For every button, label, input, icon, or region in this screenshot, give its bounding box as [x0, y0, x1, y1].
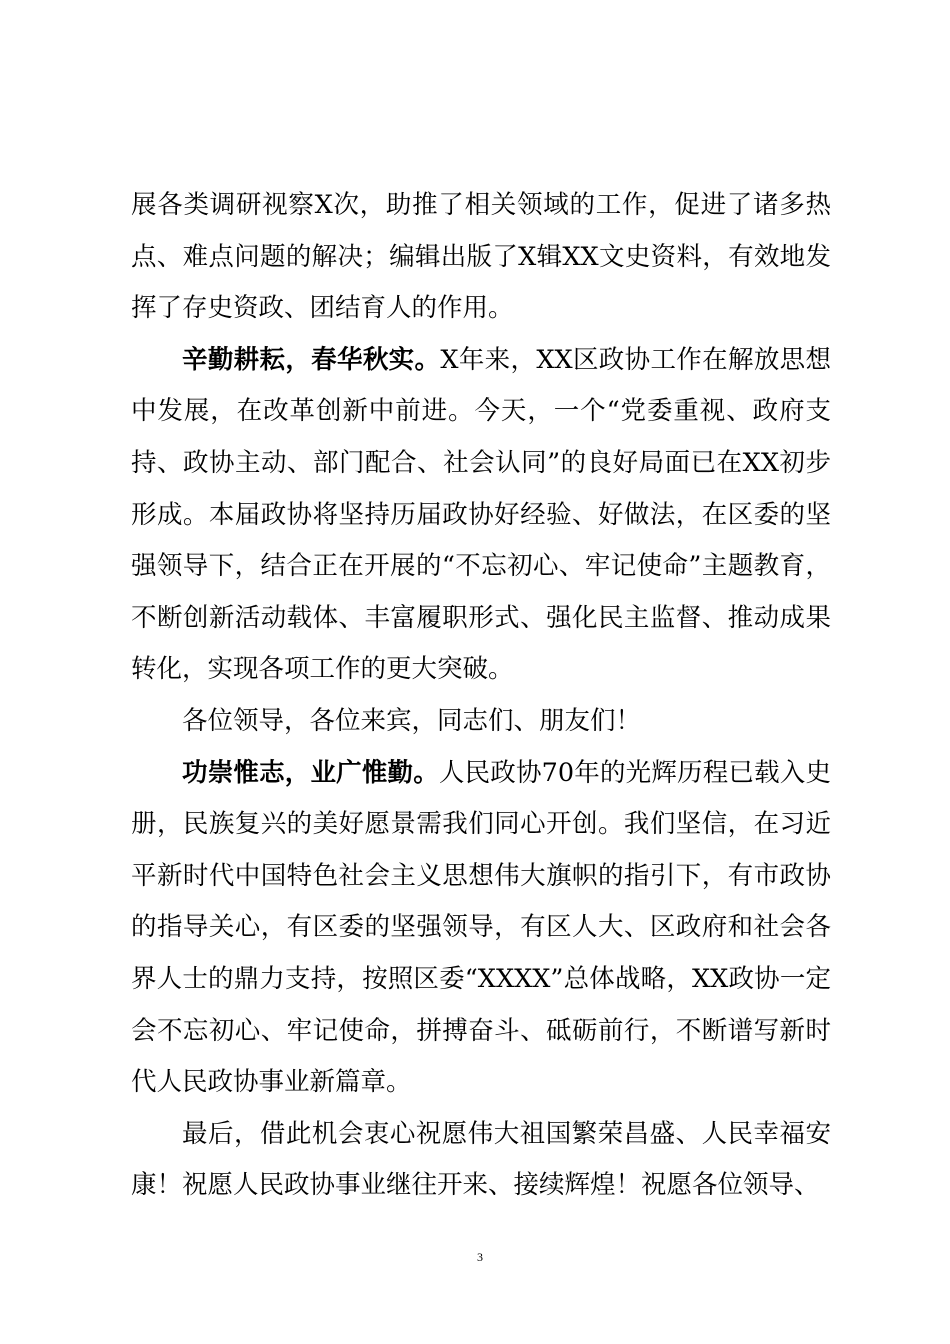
paragraph-hard-work — [131, 335, 831, 696]
paragraph-closing-wishes — [131, 1109, 831, 1212]
paragraph-lead-heading: 辛勤耕耘，春华秋实。 — [182, 344, 441, 375]
paragraph-text: X年来，XX区政协工作在解放思想中发展，在改革创新中前进。今天，一个“党委重视、政府支持、政协主动、部门配合、社会认同”的良好局面已在XX初步形成。本届政协将坚持历届政协好经验、好做法，在区委的坚强领导下，结合正在开展的“不忘初心、牢记使命”主题教育，不断创新活动载体、丰富履职形式、强化民主监督、推动成果转化，实现各项工作的更大突破。 — [131, 344, 831, 685]
paragraph-ambition — [131, 748, 831, 1109]
paragraph-text: 各位领导，各位来宾，同志们、朋友们！ — [182, 705, 642, 736]
paragraph-text: 人民政协70年的光辉历程已载入史册，民族复兴的美好愿景需我们同心开创。我们坚信，在习近平新时代中国特色社会主义思想伟大旗帜的指引下，有市政协的指导关心，有区委的坚强领导，有区人大、区政府和社会各界人士的鼎力支持，按照区委“XXXX”总体战略，XX政协一定会不忘初心、牢记使命，拼搏奋斗、砥砺前行，不断谱写新时代人民政协事业新篇章。 — [131, 757, 831, 1098]
paragraph-salutation — [131, 696, 831, 748]
document-body — [131, 180, 831, 1212]
paragraph-continuation — [131, 180, 831, 335]
paragraph-text: 最后，借此机会衷心祝愿伟大祖国繁荣昌盛、人民幸福安康！祝愿人民政协事业继往开来、接续辉煌！祝愿各位领导、 — [131, 1118, 831, 1201]
paragraph-text: 展各类调研视察X次，助推了相关领域的工作，促进了诸多热点、难点问题的解决；编辑出版了X辑XX文史资料，有效地发挥了存史资政、团结育人的作用。 — [131, 190, 831, 324]
page-number: 3 — [477, 1250, 483, 1264]
paragraph-lead-heading: 功崇惟志，业广惟勤。 — [182, 757, 439, 788]
